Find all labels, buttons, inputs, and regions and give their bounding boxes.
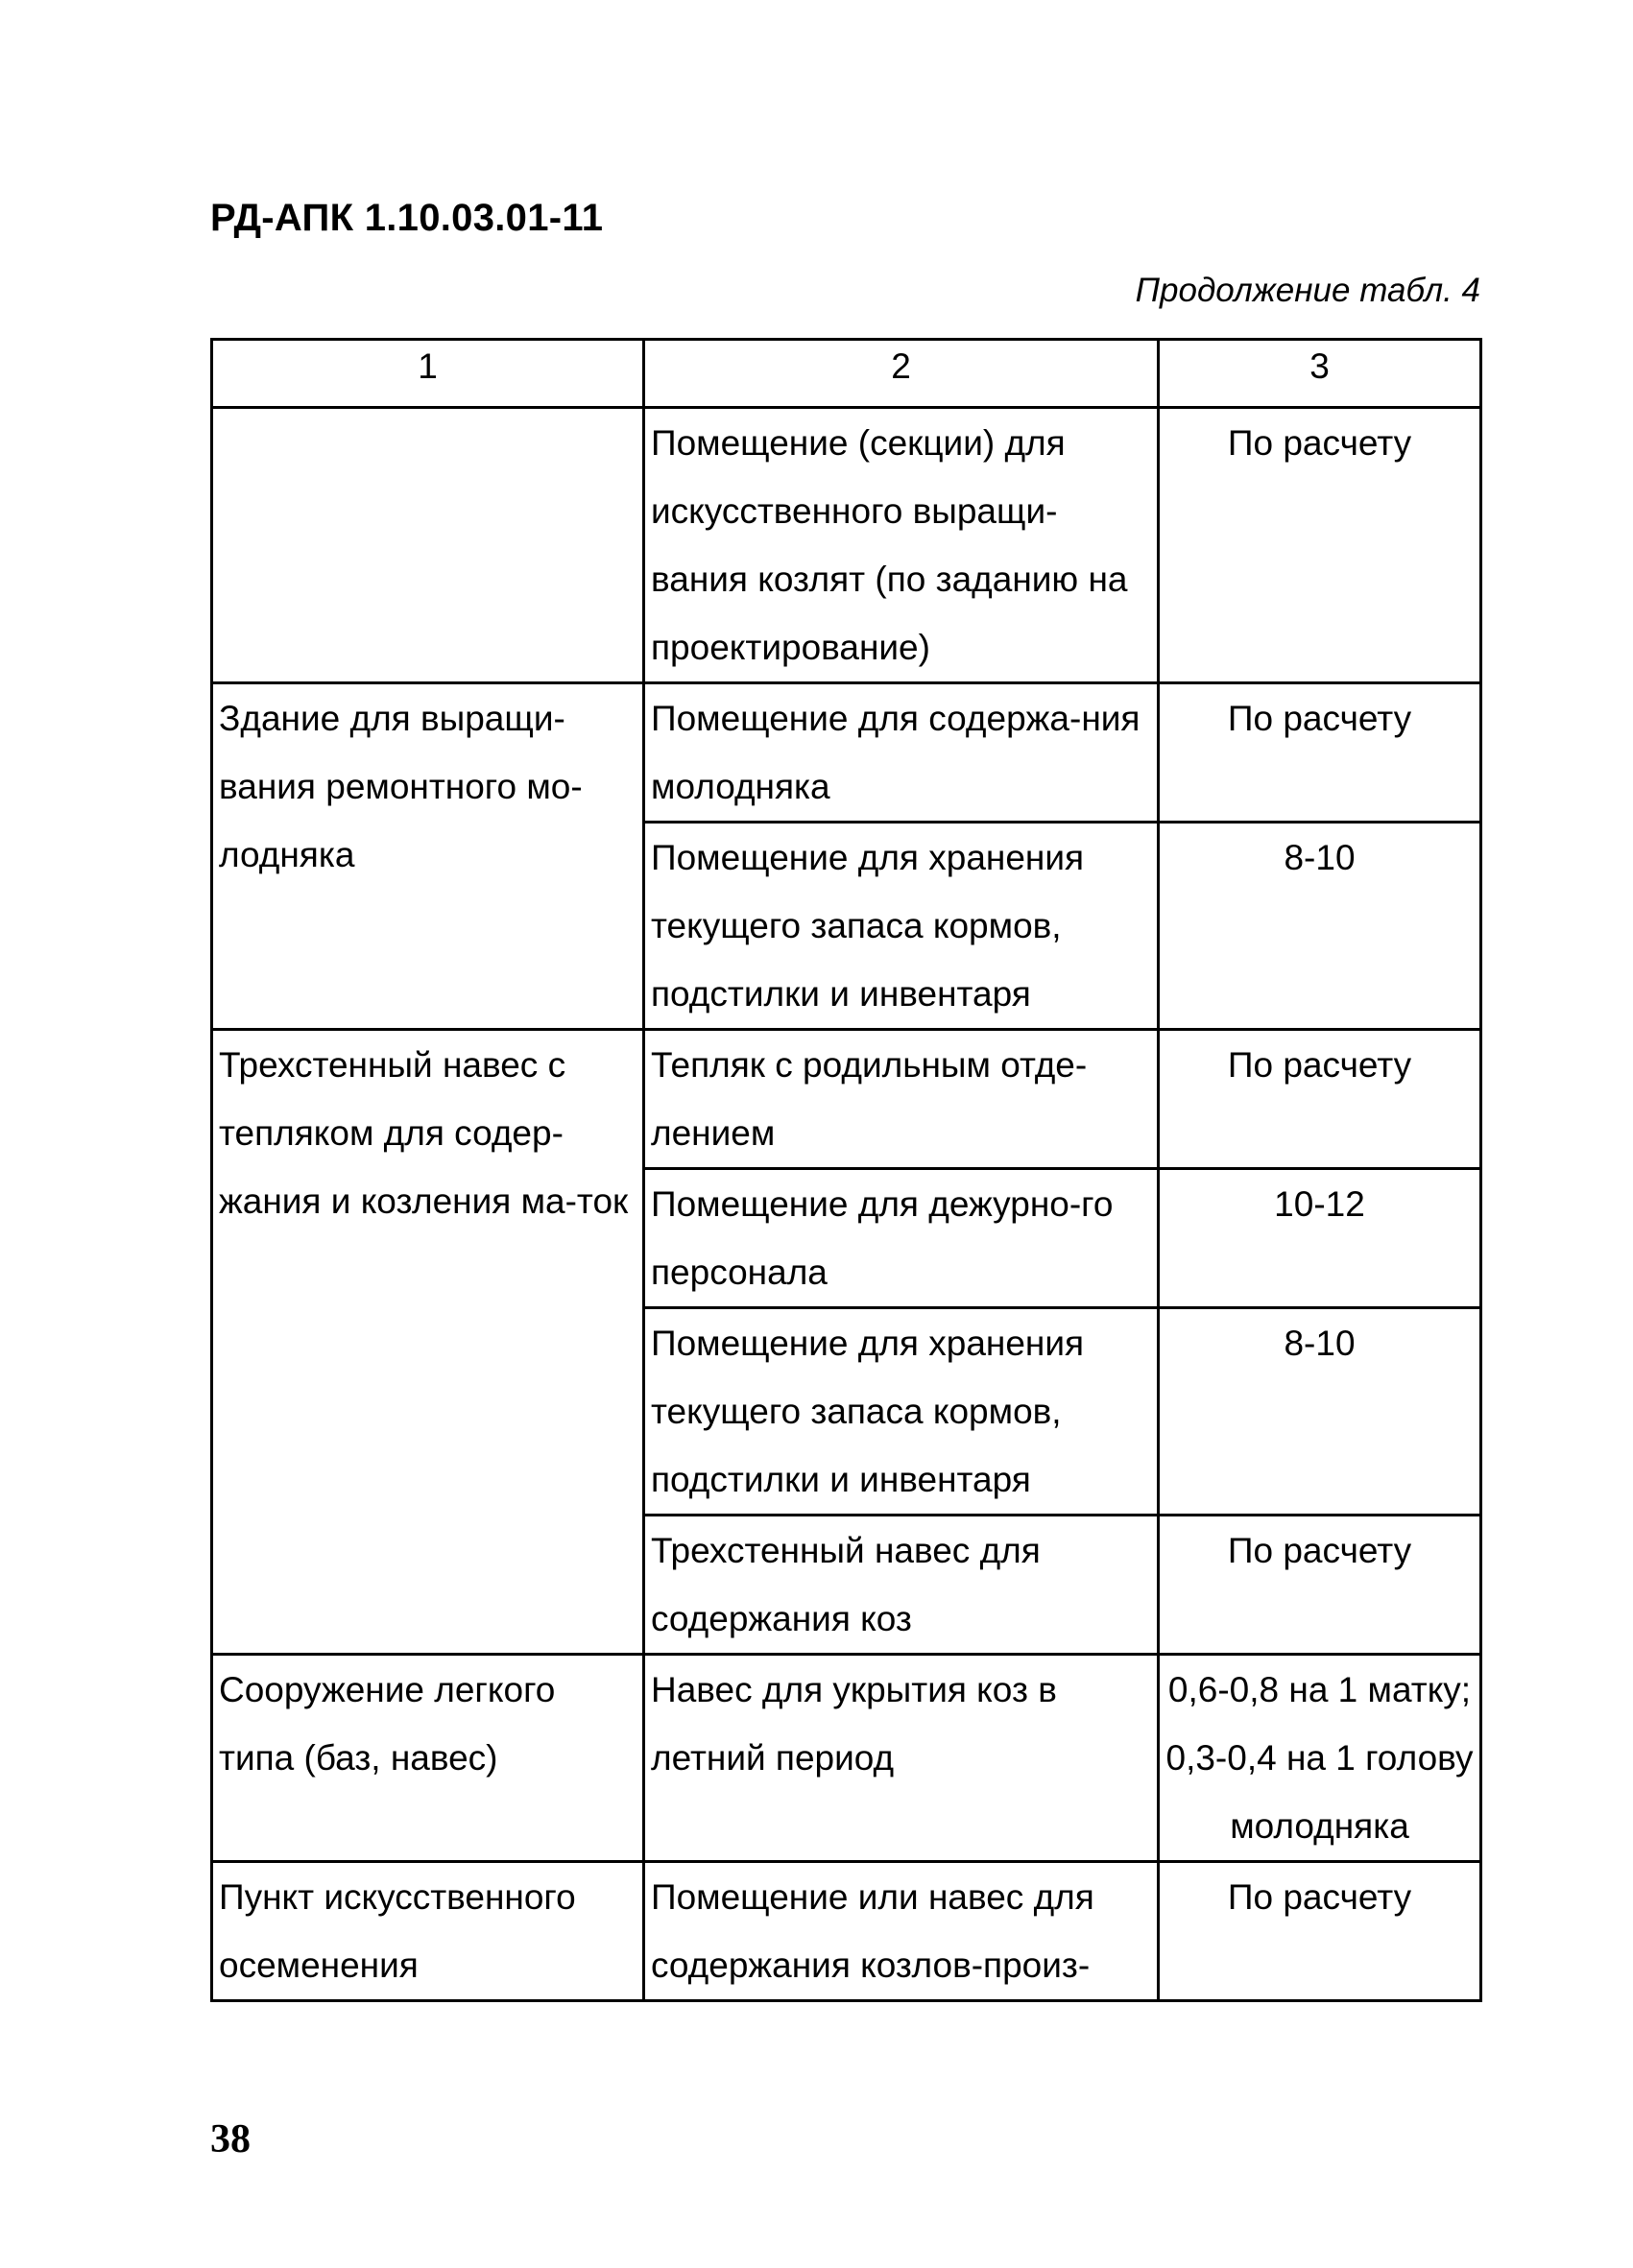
area-cell: По расчету (1159, 408, 1481, 683)
room-cell: Тепляк с родильным отде-лением (644, 1030, 1159, 1169)
area-cell: По расчету (1159, 1862, 1481, 2001)
area-cell: 8-10 (1159, 823, 1481, 1030)
column-header-1: 1 (212, 340, 644, 408)
table-row (212, 1862, 1481, 2001)
table-continuation-caption: Продолжение табл. 4 (1135, 272, 1480, 309)
area-cell: 10-12 (1159, 1169, 1481, 1308)
area-cell: По расчету (1159, 1516, 1481, 1655)
room-cell: Навес для укрытия коз в летний период (644, 1655, 1159, 1862)
room-cell: Помещение для содержа-ния молодняка (644, 683, 1159, 823)
specification-table (210, 338, 1482, 2002)
column-header-2: 2 (644, 340, 1159, 408)
area-cell: 8-10 (1159, 1308, 1481, 1516)
room-cell: Помещение или навес для содержания козлов-произ- (644, 1862, 1159, 2001)
table-row (212, 1655, 1481, 1862)
area-cell: По расчету (1159, 1030, 1481, 1169)
room-cell: Помещение для хранения текущего запаса кормов, подстилки и инвентаря (644, 1308, 1159, 1516)
area-cell: 0,6-0,8 на 1 матку; 0,3-0,4 на 1 голову молодняка (1159, 1655, 1481, 1862)
page-number: 38 (210, 2117, 251, 2161)
room-cell: Помещение для хранения текущего запаса кормов, подстилки и инвентаря (644, 823, 1159, 1030)
building-cell: Здание для выращи-вания ремонтного мо-лодняка (212, 683, 644, 1030)
building-cell: Пункт искусственного осеменения (212, 1862, 644, 2001)
table-row (212, 1030, 1481, 1169)
building-cell: Сооружение легкого типа (баз, навес) (212, 1655, 644, 1862)
column-header-3: 3 (1159, 340, 1481, 408)
table-row (212, 408, 1481, 683)
building-cell: Трехстенный навес с тепляком для содер-жания и козления ма-ток (212, 1030, 644, 1655)
document-code: РД-АПК 1.10.03.01-11 (210, 197, 604, 239)
table-row (212, 683, 1481, 823)
room-cell: Помещение для дежурно-го персонала (644, 1169, 1159, 1308)
area-cell: По расчету (1159, 683, 1481, 823)
table-header-row (212, 340, 1481, 408)
room-cell: Помещение (секции) для искусственного выращи-вания козлят (по заданию на проектирование) (644, 408, 1159, 683)
room-cell: Трехстенный навес для содержания коз (644, 1516, 1159, 1655)
building-cell (212, 408, 644, 683)
